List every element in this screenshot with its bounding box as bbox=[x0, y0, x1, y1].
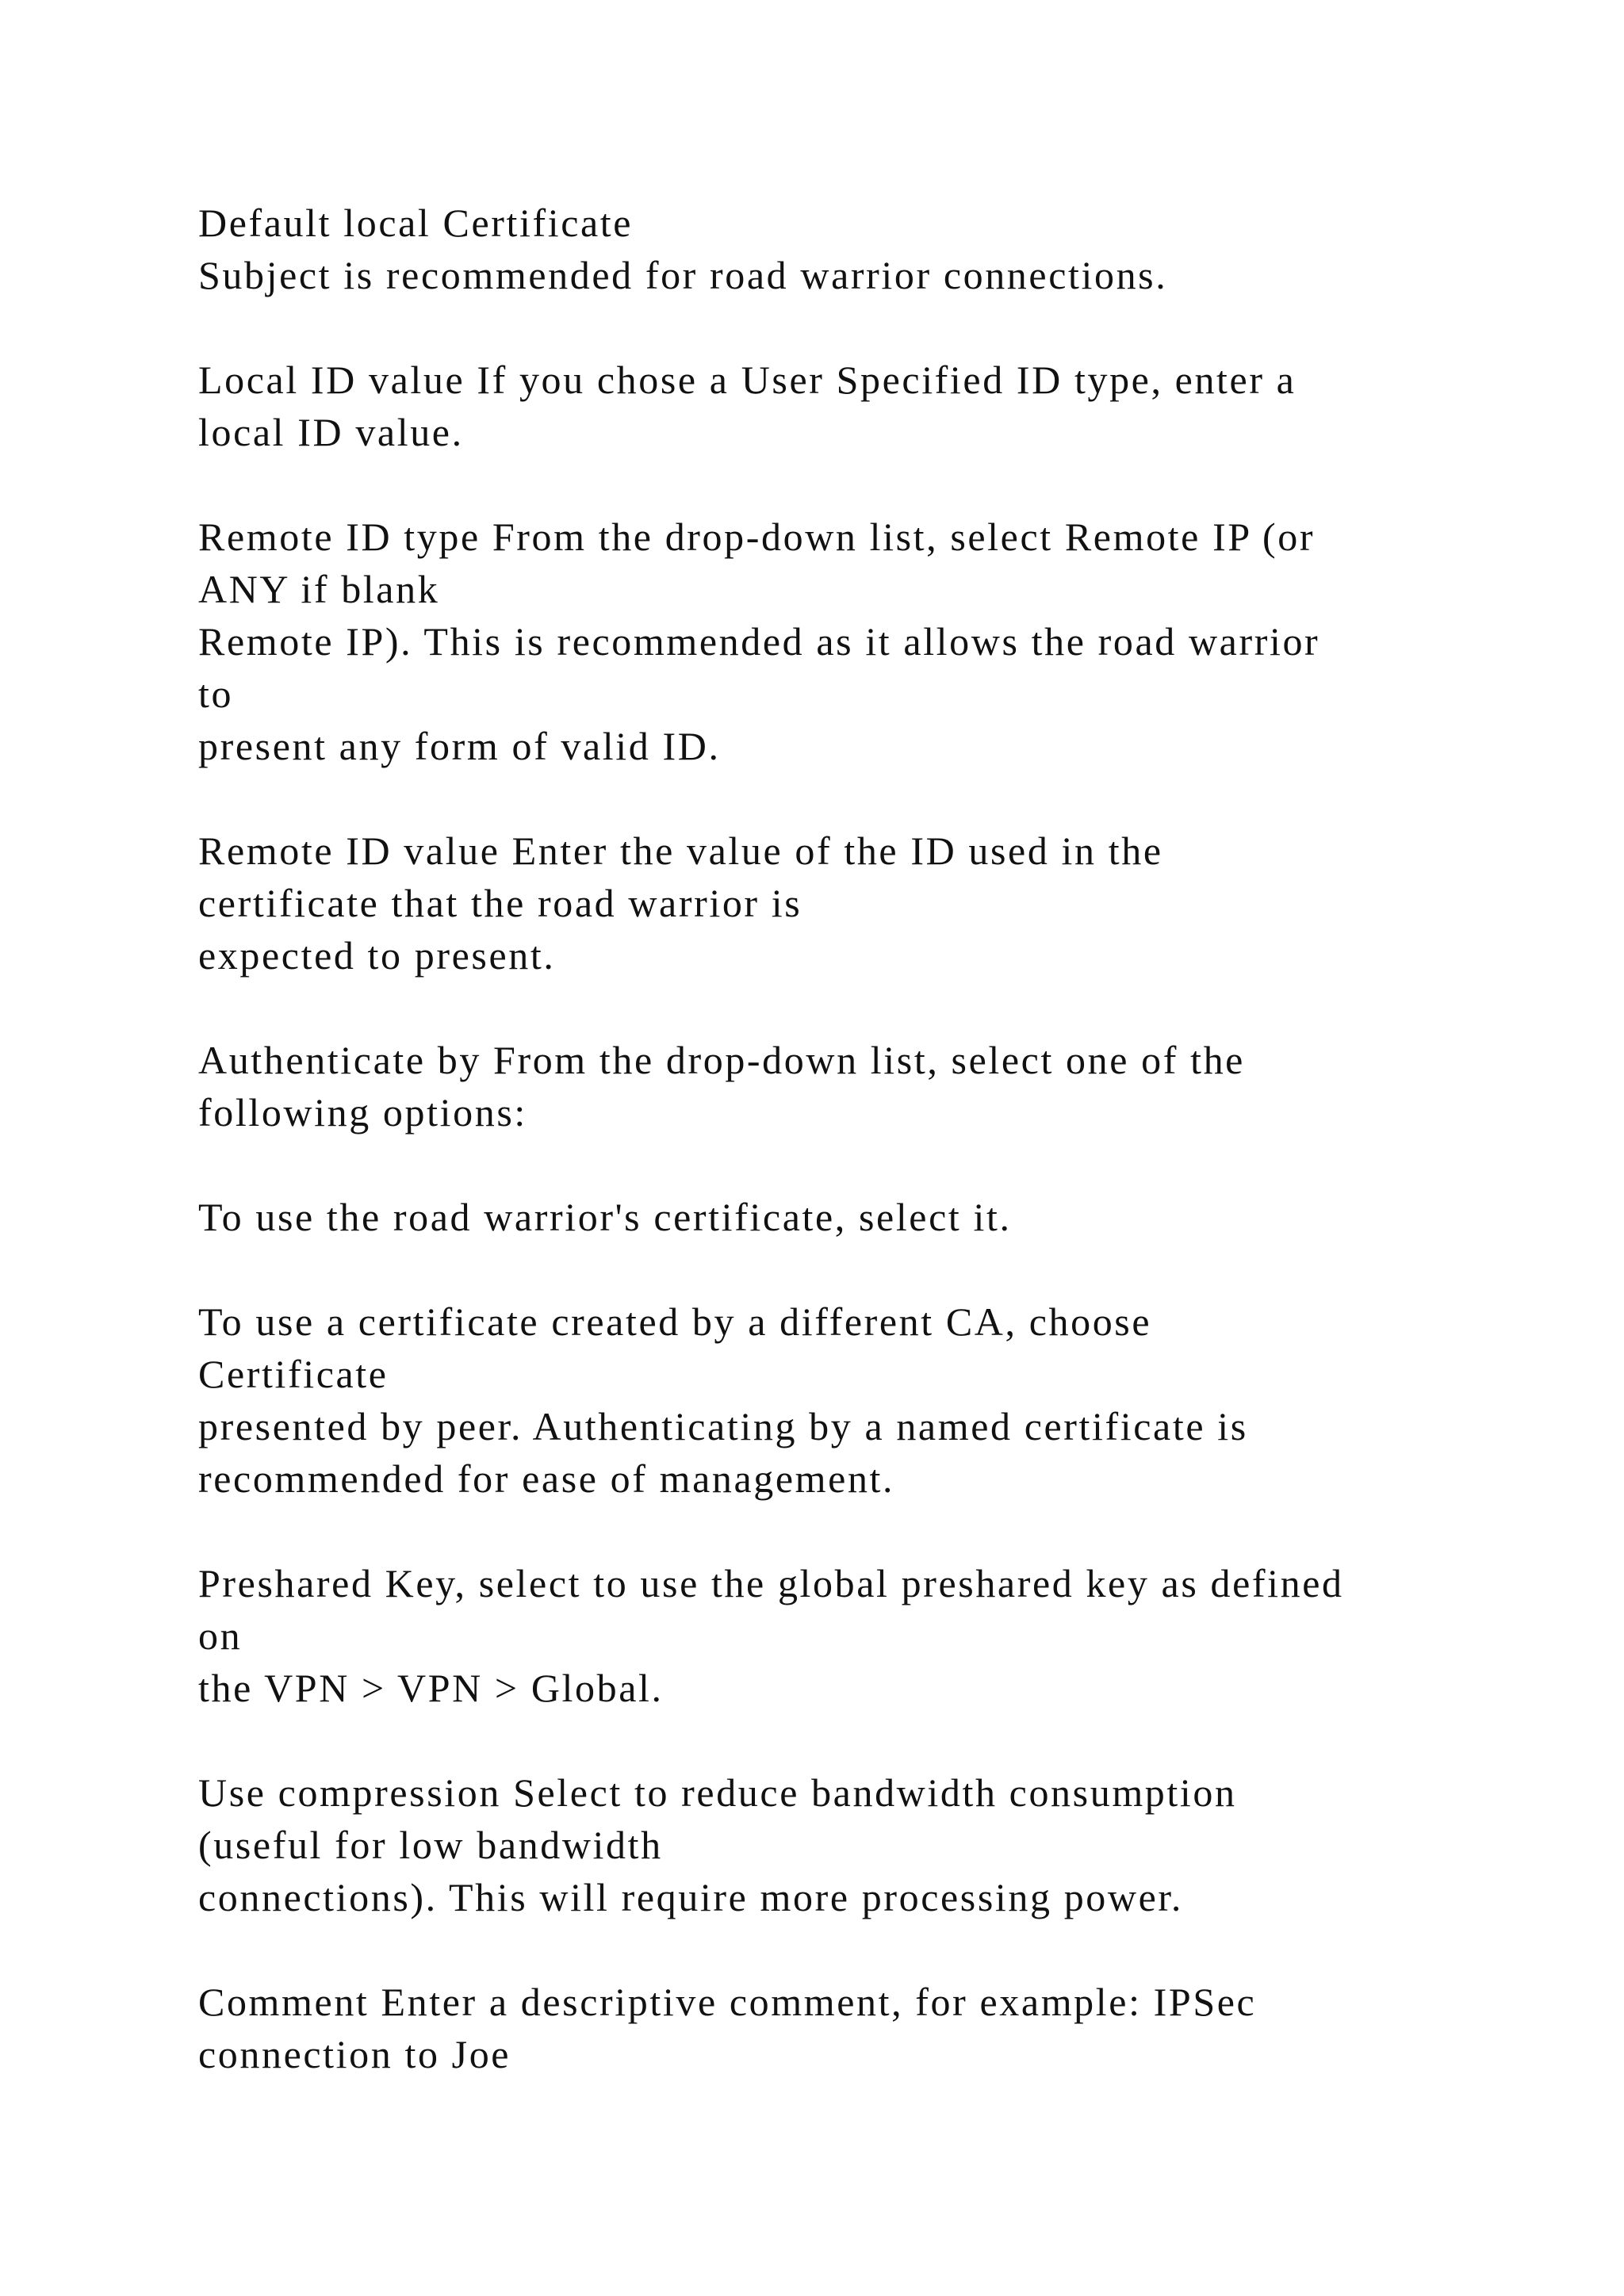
blank-line bbox=[198, 301, 1530, 354]
text-line: connection to Joe bbox=[198, 2032, 511, 2076]
text-line: present any form of valid ID. bbox=[198, 724, 721, 768]
text-line: Remote ID value Enter the value of the ID used in the bbox=[198, 828, 1163, 873]
text-line: Subject is recommended for road warrior connections. bbox=[198, 253, 1168, 297]
text-line: Default local Certificate bbox=[198, 201, 634, 245]
text-line: Authenticate by From the drop-down list, select one of the bbox=[198, 1038, 1245, 1082]
text-line: Comment Enter a descriptive comment, for example: IPSec bbox=[198, 1980, 1257, 2024]
text-line: ANY if blank bbox=[198, 567, 440, 611]
text-line: Local ID value If you chose a User Specified ID type, enter a bbox=[198, 358, 1297, 402]
text-line: (useful for low bandwidth bbox=[198, 1823, 663, 1867]
text-line: Certificate bbox=[198, 1352, 389, 1396]
text-line: To use a certificate created by a different CA, choose bbox=[198, 1299, 1152, 1344]
text-line: local ID value. bbox=[198, 410, 464, 454]
text-line: To use the road warrior's certificate, select it. bbox=[198, 1195, 1012, 1239]
text-line: Use compression Select to reduce bandwidth consumption bbox=[198, 1770, 1237, 1815]
document-body bbox=[198, 197, 1530, 2080]
blank-line bbox=[198, 772, 1530, 825]
text-line: expected to present. bbox=[198, 933, 556, 978]
text-line: presented by peer. Authenticating by a named certificate is bbox=[198, 1404, 1248, 1448]
blank-line bbox=[198, 1138, 1530, 1191]
text-line: the VPN > VPN > Global. bbox=[198, 1666, 664, 1710]
blank-line bbox=[198, 1714, 1530, 1766]
blank-line bbox=[198, 1923, 1530, 1976]
text-line: recommended for ease of management. bbox=[198, 1456, 895, 1501]
text-line: on bbox=[198, 1613, 243, 1658]
text-line: connections). This will require more processing power. bbox=[198, 1875, 1183, 1919]
blank-line bbox=[198, 982, 1530, 1034]
text-line: to bbox=[198, 672, 234, 716]
text-line: following options: bbox=[198, 1090, 527, 1135]
text-line: Remote ID type From the drop-down list, select Remote IP (or bbox=[198, 515, 1316, 559]
blank-line bbox=[198, 458, 1530, 511]
blank-line bbox=[198, 1243, 1530, 1295]
blank-line bbox=[198, 1505, 1530, 1557]
text-line: Remote IP). This is recommended as it allows the road warrior bbox=[198, 619, 1320, 664]
text-line: Preshared Key, select to use the global preshared key as defined bbox=[198, 1561, 1344, 1605]
text-line: certificate that the road warrior is bbox=[198, 881, 802, 925]
